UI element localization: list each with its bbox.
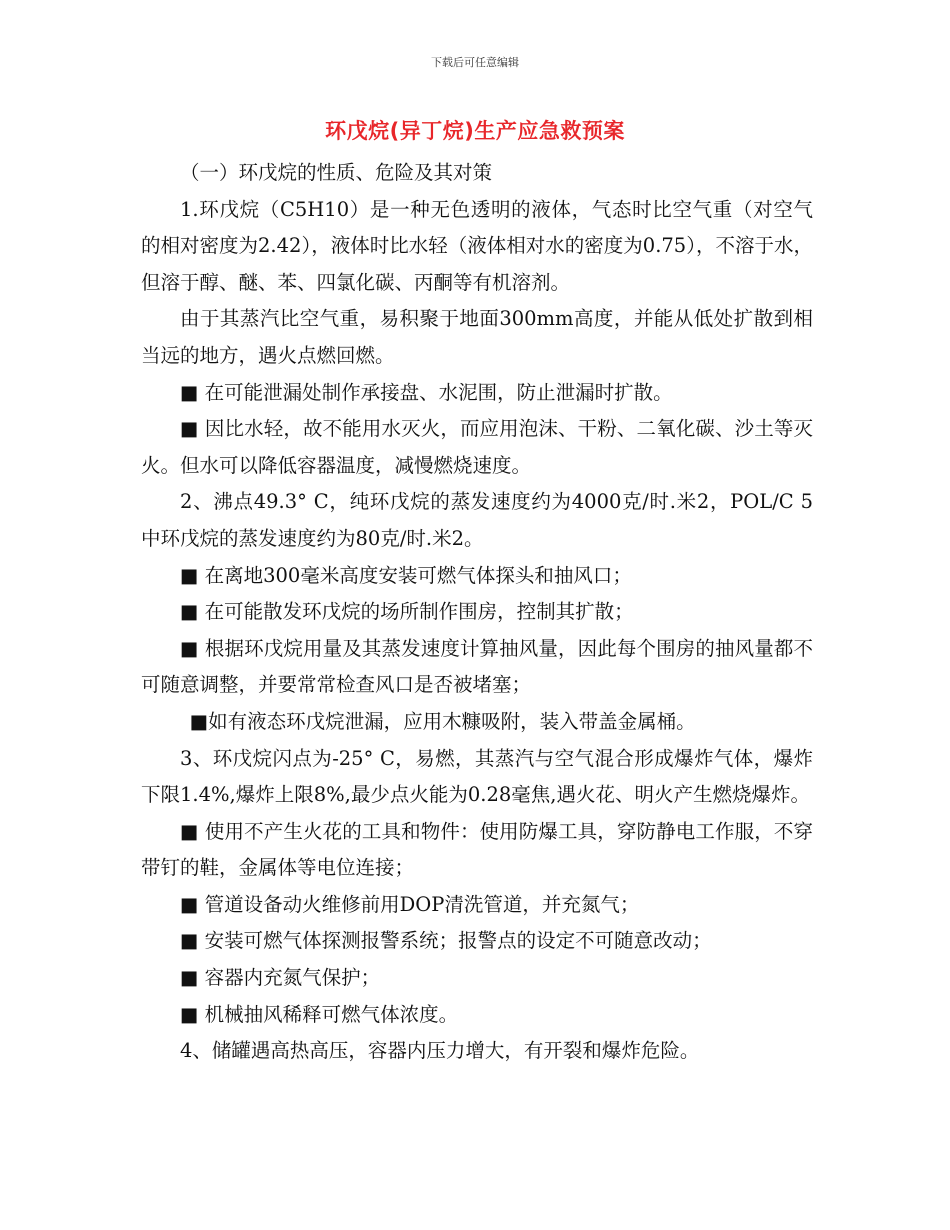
bullet-item: ■ 使用不产生火花的工具和物件：使用防爆工具，穿防静电工作服，不穿带钉的鞋，金属体等电位连接；: [141, 819, 813, 880]
paragraph-property-1: 1.环戊烷（C5H10）是一种无色透明的液体，气态时比空气重（对空气的相对密度为2.42），液体时比水轻（液体相对水的密度为0.75），不溶于水，但溶于醇、醚、苯、四氯化碳、丙酮等有机溶剂。: [141, 197, 813, 294]
bullet-item: ■ 因比水轻，故不能用水灭火，而应用泡沫、干粉、二氧化碳、沙土等灭火。但水可以降低容器温度，减慢燃烧速度。: [141, 417, 813, 477]
bullet-item: ■ 在离地300毫米高度安装可燃气体探头和抽风口；: [180, 563, 632, 587]
bullet-item: ■ 管道设备动火维修前用DOP清洗管道，并充氮气；: [180, 892, 640, 916]
paragraph-property-3: 3、环戊烷闪点为-25° C，易燃，其蒸汽与空气混合形成爆炸气体，爆炸下限1.4%,爆炸上限8%,最少点火能为0.28毫焦,遇火花、明火产生燃烧爆炸。: [141, 746, 813, 807]
bullet-item: ■ 安装可燃气体探测报警系统；报警点的设定不可随意改动；: [180, 929, 712, 953]
bullet-item: ■ 在可能泄漏处制作承接盘、水泥围，防止泄漏时扩散。: [180, 380, 673, 404]
paragraph-property-2: 2、沸点49.3° C，纯环戊烷的蒸发速度约为4000克/时.米2，POL/C 5中环戊烷的蒸发速度约为80克/时.米2。: [141, 490, 813, 550]
bullet-item: ■ 根据环戊烷用量及其蒸发速度计算抽风量，因此每个围房的抽风量都不可随意调整，并要常常检查风口是否被堵塞；: [141, 636, 813, 697]
paragraph-property-4: 4、储罐遇高热高压，容器内压力增大，有开裂和爆炸危险。: [180, 1039, 700, 1063]
paragraph-vapor: 由于其蒸汽比空气重，易积聚于地面300mm高度，并能从低处扩散到相当远的地方，遇火点燃回燃。: [141, 307, 813, 367]
document-title: 环戊烷(异丁烷)生产应急救预案: [325, 119, 625, 143]
document-body: [141, 155, 813, 1070]
bullet-item: ■ 机械抽风稀释可燃气体浓度。: [180, 1002, 459, 1026]
section-heading: （一）环戊烷的性质、危险及其对策: [180, 161, 493, 184]
bullet-item: ■如有液态环戊烷泄漏，应用木糠吸附，装入带盖金属桶。: [189, 709, 696, 733]
header-note: 下载后可任意编辑: [431, 56, 519, 69]
bullet-item: ■ 在可能散发环戊烷的场所制作围房，控制其扩散；: [180, 600, 634, 624]
bullet-item: ■ 容器内充氮气保护；: [180, 966, 381, 990]
